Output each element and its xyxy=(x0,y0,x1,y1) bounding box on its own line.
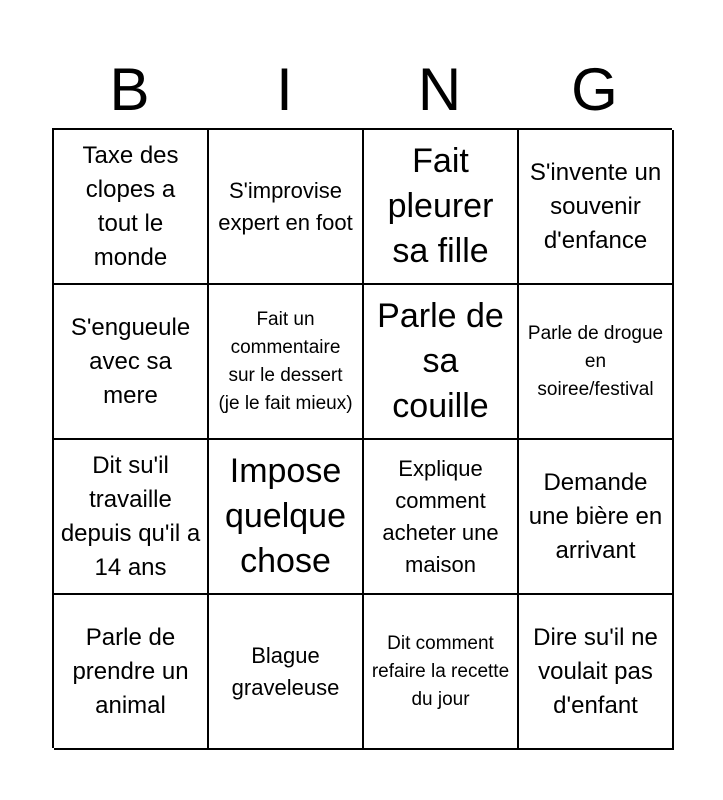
bingo-cell[interactable] xyxy=(364,595,519,750)
bingo-cell[interactable] xyxy=(364,440,519,595)
cell-text: Parle de sa couille xyxy=(377,297,504,425)
cell-text: Parle de drogue en soiree/festival xyxy=(527,322,664,400)
cell-text: Fait pleurer sa fille xyxy=(387,142,494,270)
bingo-cell[interactable] xyxy=(54,440,209,595)
bingo-cell[interactable] xyxy=(209,440,364,595)
header-letter-n: N xyxy=(417,56,462,123)
bingo-cell[interactable] xyxy=(209,285,364,440)
cell-text: Impose quelque chose xyxy=(224,452,346,580)
bingo-cell[interactable] xyxy=(54,130,209,285)
header-letter-b: B xyxy=(109,56,150,123)
bingo-cell[interactable] xyxy=(209,595,364,750)
bingo-cell[interactable] xyxy=(519,285,674,440)
bingo-cell[interactable] xyxy=(54,285,209,440)
cell-text: Dire su'il ne voulait pas d'enfant xyxy=(533,623,658,719)
bingo-header xyxy=(52,52,672,128)
bingo-cell[interactable] xyxy=(519,595,674,750)
bingo-cell[interactable] xyxy=(209,130,364,285)
cell-text: Blague graveleuse xyxy=(231,642,340,700)
cell-text: S'invente un souvenir d'enfance xyxy=(529,158,662,254)
header-letter-g: G xyxy=(571,56,618,123)
cell-text: Parle de prendre un animal xyxy=(72,623,189,719)
bingo-cell[interactable] xyxy=(364,285,519,440)
cell-text: S'improvise expert en foot xyxy=(218,177,353,235)
cell-text: Fait un commentaire sur le dessert (je le fait mieux) xyxy=(218,308,353,414)
cell-text: Taxe des clopes a tout le monde xyxy=(82,141,179,271)
bingo-cell[interactable] xyxy=(519,130,674,285)
bingo-grid xyxy=(52,128,672,748)
bingo-cell[interactable] xyxy=(364,130,519,285)
bingo-cell[interactable] xyxy=(519,440,674,595)
cell-text: Demande une bière en arrivant xyxy=(528,468,663,564)
cell-text: S'engueule avec sa mere xyxy=(70,313,191,409)
cell-text: Dit comment refaire la recette du jour xyxy=(371,632,510,710)
bingo-cell[interactable] xyxy=(54,595,209,750)
cell-text: Explique comment acheter une maison xyxy=(382,455,499,577)
header-letter-i: I xyxy=(276,56,293,123)
cell-text: Dit su'il travaille depuis qu'il a 14 ans xyxy=(60,451,201,581)
